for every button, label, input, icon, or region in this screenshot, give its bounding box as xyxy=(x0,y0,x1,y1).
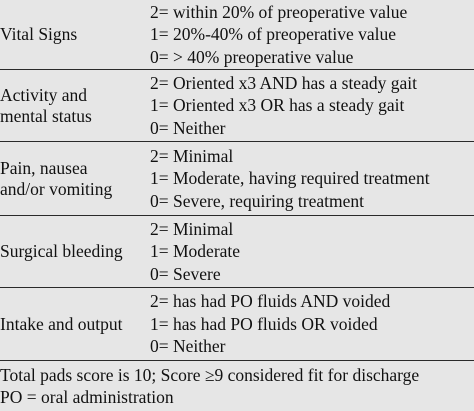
row-label-line: mental status xyxy=(0,105,92,126)
option-text: 2= Minimal xyxy=(150,145,234,166)
row-label xyxy=(0,0,150,69)
option-text: 2= Oriented x3 AND has a steady gait xyxy=(150,72,417,93)
table-footnote xyxy=(0,364,474,408)
row-options xyxy=(150,0,474,69)
option-text: 1= Moderate xyxy=(150,241,241,262)
table-row xyxy=(0,216,474,288)
row-label xyxy=(0,216,150,287)
option-text: 0= > 40% preoperative value xyxy=(150,46,354,67)
footnote-score-line: Total pads score is 10; Score ≥9 considered fit for discharge xyxy=(0,365,420,385)
option-text: 0= Neither xyxy=(150,117,226,138)
row-label-line: Vital Signs xyxy=(0,24,78,44)
option-text: 1= Moderate, having required treatment xyxy=(150,168,430,189)
option-text: 1= 20%-40% of preoperative value xyxy=(150,24,397,45)
row-options xyxy=(150,142,474,215)
row-label xyxy=(0,70,150,141)
row-label xyxy=(0,142,150,215)
option-text: 2= within 20% of preoperative value xyxy=(150,1,408,22)
table-row xyxy=(0,0,474,70)
option-text: 0= Neither xyxy=(150,336,226,357)
footnote-abbreviation-line: PO = oral administration xyxy=(0,387,174,407)
row-label-line: Surgical bleeding xyxy=(0,241,123,261)
row-options xyxy=(150,288,474,360)
option-text: 0= Severe xyxy=(150,263,221,284)
option-text: 0= Severe, requiring treatment xyxy=(150,190,364,211)
row-label xyxy=(0,288,150,360)
option-text: 2= has had PO fluids AND voided xyxy=(150,291,391,312)
row-label-line: Pain, nausea xyxy=(0,157,88,178)
table-row xyxy=(0,70,474,142)
row-options xyxy=(150,216,474,287)
row-label-line: and/or vomiting xyxy=(0,178,113,199)
row-options xyxy=(150,70,474,141)
option-text: 1= Oriented x3 OR has a steady gait xyxy=(150,95,405,116)
option-text: 1= has had PO fluids OR voided xyxy=(150,313,378,334)
option-text: 2= Minimal xyxy=(150,218,234,239)
row-label-line: Activity and xyxy=(0,84,87,105)
row-label-line: Intake and output xyxy=(0,313,123,334)
table-row xyxy=(0,288,474,361)
table-row xyxy=(0,142,474,216)
